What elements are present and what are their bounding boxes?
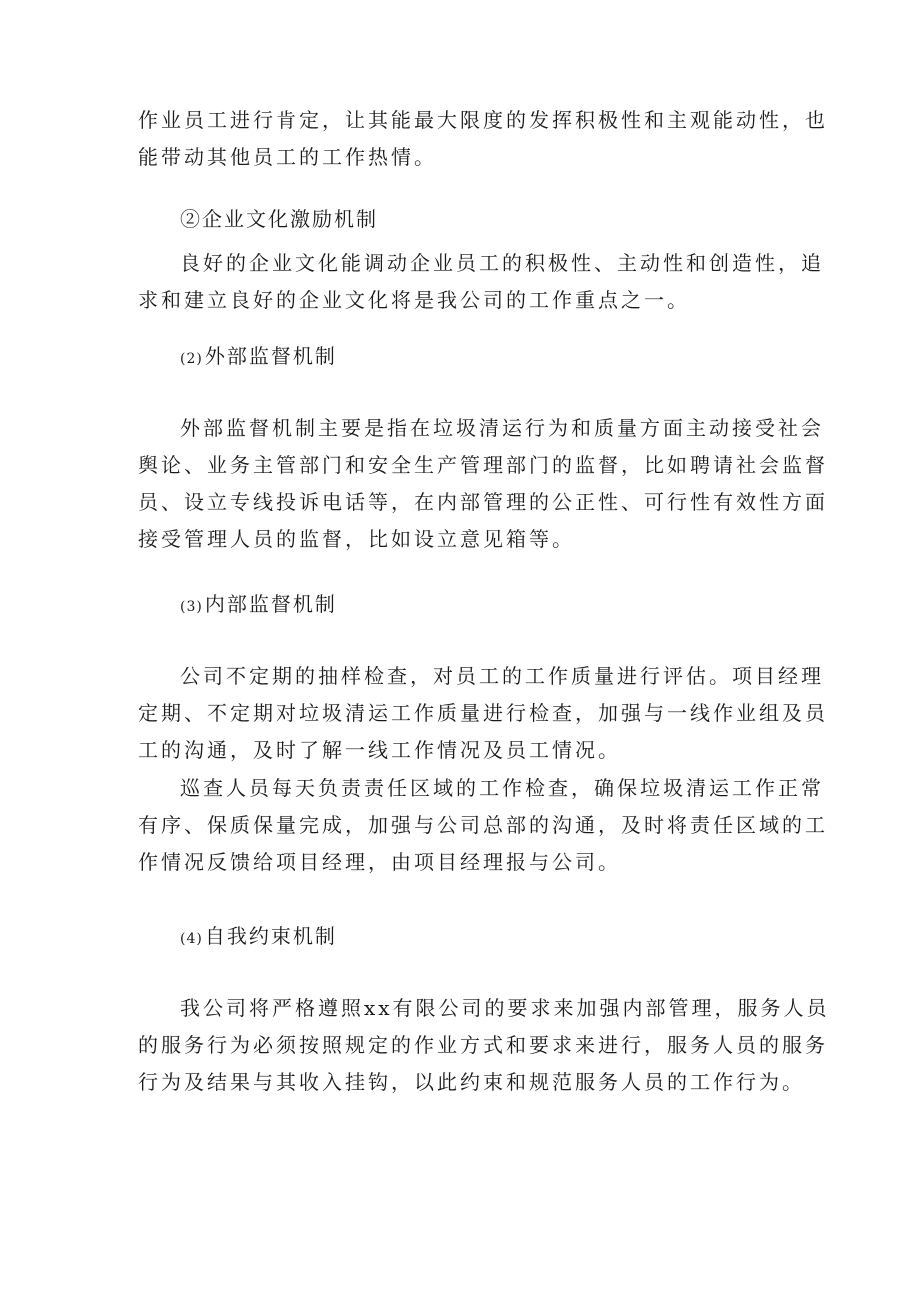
text-line: 作业员工进行肯定，让其能最大限度的发挥积极性和主观能动性，也 — [138, 108, 828, 132]
heading-text: 自我约束机制 — [204, 924, 337, 948]
text-line: 定期、不定期对垃圾清运工作质量进行检查，加强与一线作业组及员 — [138, 701, 828, 725]
text-line: 公司不定期的抽样检查，对员工的工作质量进行评估。项目经理 — [180, 664, 824, 688]
paragraph-inspection-staff — [138, 770, 828, 881]
text-line: 外部监督机制主要是指在垃圾清运行为和质量方面主动接受社会 — [180, 416, 824, 440]
heading-number: (2) — [180, 351, 203, 367]
paragraph-corporate-culture — [138, 245, 824, 319]
heading-number: (4) — [180, 931, 203, 947]
heading-number: (3) — [180, 599, 203, 615]
text-line: 接受管理人员的监督，比如设立意见箱等。 — [138, 527, 575, 551]
text-line: 工的沟通，及时了解一线工作情况及员工情况。 — [138, 738, 621, 762]
paragraph-external-supervision — [138, 410, 828, 558]
text-line: 作情况反馈给项目经理，由项目经理报与公司。 — [138, 850, 621, 874]
paragraph-self-discipline — [138, 990, 830, 1101]
heading-external-supervision — [180, 338, 337, 378]
text-line: 有序、保质保量完成，加强与公司总部的沟通，及时将责任区域的工 — [138, 813, 828, 837]
heading-text: 内部监督机制 — [204, 592, 337, 616]
heading-internal-supervision — [180, 586, 337, 626]
text-line: 我公司将严格遵照xx有限公司的要求来加强内部管理，服务人员 — [180, 996, 830, 1020]
text-line: 行为及结果与其收入挂钩，以此约束和规范服务人员的工作行为。 — [138, 1070, 805, 1094]
text-line: 良好的企业文化能调动企业员工的积极性、主动性和创造性，追 — [180, 251, 824, 275]
paragraph-internal-supervision — [138, 658, 828, 769]
text-line: 求和建立良好的企业文化将是我公司的工作重点之一。 — [138, 288, 690, 312]
text-line: 巡查人员每天负责责任区域的工作检查，确保垃圾清运工作正常 — [180, 776, 824, 800]
heading-text: 外部监督机制 — [204, 344, 337, 368]
paragraph-staff-affirmation — [138, 102, 828, 176]
text-line: 的服务行为必须按照规定的作业方式和要求来进行，服务人员的服务 — [138, 1033, 828, 1057]
text-line: 能带动其他员工的工作热情。 — [138, 145, 437, 169]
heading-self-discipline — [180, 918, 337, 958]
text-line: 员、设立专线投诉电话等，在内部管理的公正性、可行性有效性方面 — [138, 490, 828, 514]
text-line: 舆论、业务主管部门和安全生产管理部门的监督，比如聘请社会监督 — [138, 453, 828, 477]
heading-corporate-culture-incentive: ②企业文化激励机制 — [180, 207, 378, 231]
